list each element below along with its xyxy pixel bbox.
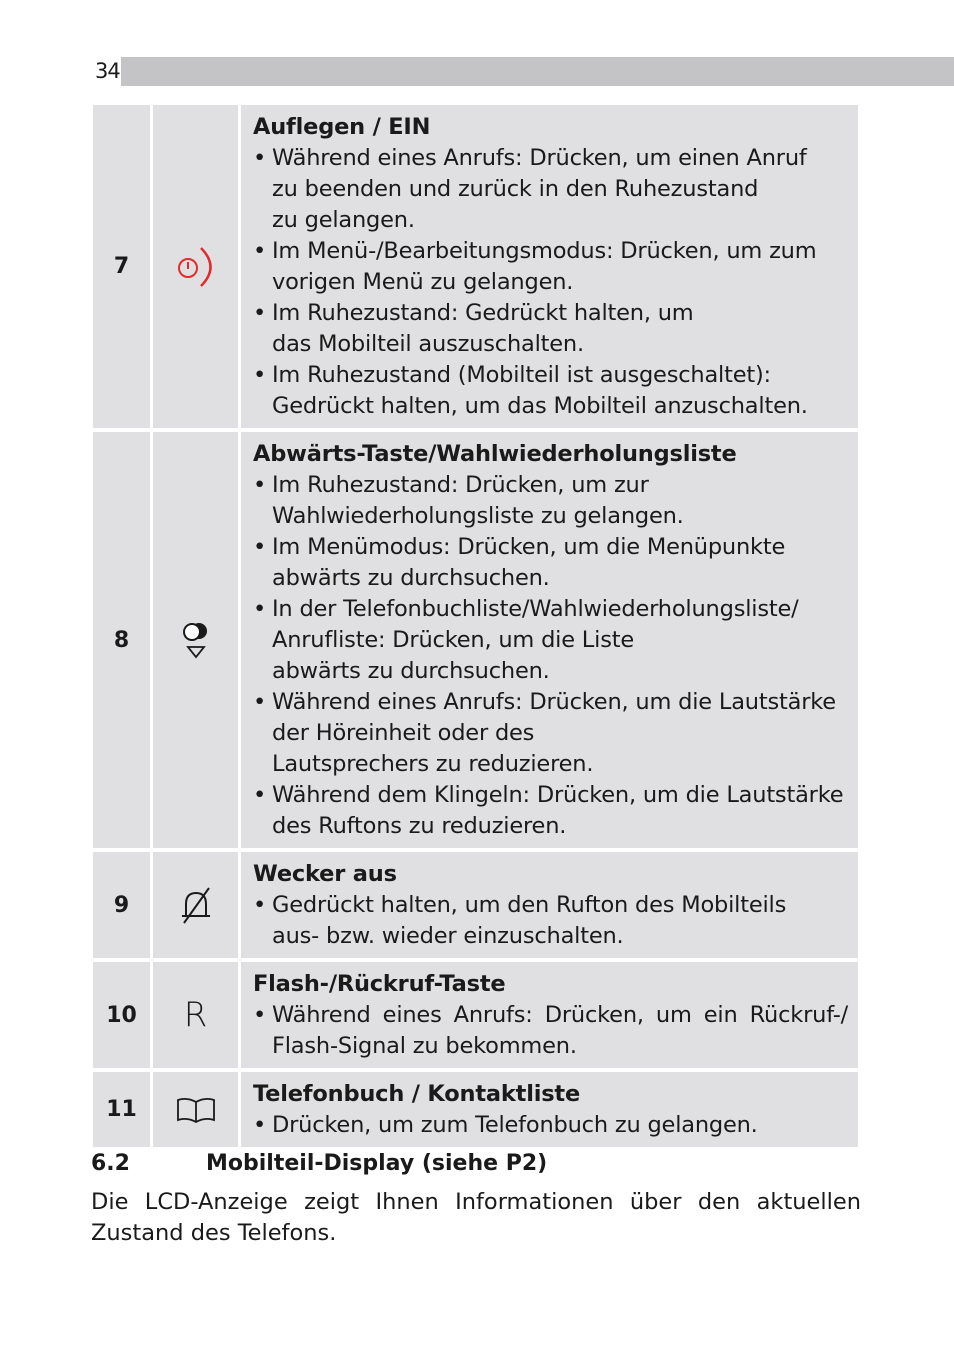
key-description (241, 852, 858, 962)
key-number: 7 (93, 105, 153, 432)
table-row (93, 432, 858, 852)
list-item: • Während eines Anrufs: Drücken, um die Lautstärke der Höreinheit oder des Lautsprechers zu reduzieren. (253, 687, 848, 780)
key-title: Flash-/Rückruf-Taste (253, 971, 506, 997)
key-title: Auflegen / EIN (253, 114, 431, 140)
key-description (241, 1072, 858, 1151)
key-description (241, 432, 858, 852)
table-row (93, 852, 858, 962)
table-row (93, 1072, 858, 1151)
list-item: • Im Menümodus: Drücken, um die Menüpunkte abwärts zu durchsuchen. (253, 532, 848, 594)
table-row (93, 105, 858, 432)
bell-off-icon (153, 885, 238, 925)
r-key-icon: R (183, 995, 208, 1035)
key-number: 10 (93, 962, 153, 1072)
key-title: Telefonbuch / Kontaktliste (253, 1081, 581, 1107)
section-title: Mobilteil-Display (siehe P2) (206, 1151, 548, 1176)
key-description (241, 105, 858, 432)
section-body: Die LCD-Anzeige zeigt Ihnen Informationen über den aktuellen Zustand des Telefons. (91, 1189, 861, 1246)
header-bar-fill (121, 57, 954, 86)
list-item: • Im Ruhezustand: Gedrückt halten, um das Mobilteil auszuschalten. (253, 298, 848, 360)
key-description (241, 962, 858, 1072)
phonebook-icon (153, 1095, 238, 1125)
list-item: • Im Ruhezustand (Mobilteil ist ausgeschaltet): Gedrückt halten, um das Mobilteil anzuschalten. (253, 360, 848, 422)
key-title: Abwärts-Taste/Wahlwiederholungsliste (253, 441, 737, 467)
list-item: • Während eines Anrufs: Drücken, um ein Rückruf-/ Flash-Signal zu bekommen. (253, 1000, 848, 1062)
table-row (93, 962, 858, 1072)
list-item: • Im Menü-/Bearbeitungsmodus: Drücken, um zum vorigen Menü zu gelangen. (253, 236, 848, 298)
section-number: 6.2 (91, 1151, 130, 1176)
down-key-icon (153, 620, 238, 660)
page-number: 34 (93, 57, 121, 86)
list-item: • Während eines Anrufs: Drücken, um einen Anruf zu beenden und zurück in den Ruhezustand zu gelangen. (253, 143, 848, 236)
key-number: 8 (93, 432, 153, 852)
power-end-icon (153, 243, 238, 291)
list-item: • Während dem Klingeln: Drücken, um die Lautstärke des Ruftons zu reduzieren. (253, 780, 848, 842)
page-header-bar (93, 57, 954, 86)
list-item: • Im Ruhezustand: Drücken, um zur Wahlwiederholungsliste zu gelangen. (253, 470, 848, 532)
key-number: 9 (93, 852, 153, 962)
key-title: Wecker aus (253, 861, 397, 887)
section-heading (91, 1151, 547, 1176)
key-number: 11 (93, 1072, 153, 1151)
list-item: • Gedrückt halten, um den Rufton des Mobilteils aus- bzw. wieder einzuschalten. (253, 890, 848, 952)
key-function-table (93, 105, 858, 1151)
list-item: • In der Telefonbuchliste/Wahlwiederholungsliste/ Anrufliste: Drücken, um die Liste abwärts zu durchsuchen. (253, 594, 848, 687)
list-item: • Drücken, um zum Telefonbuch zu gelangen. (253, 1110, 848, 1141)
